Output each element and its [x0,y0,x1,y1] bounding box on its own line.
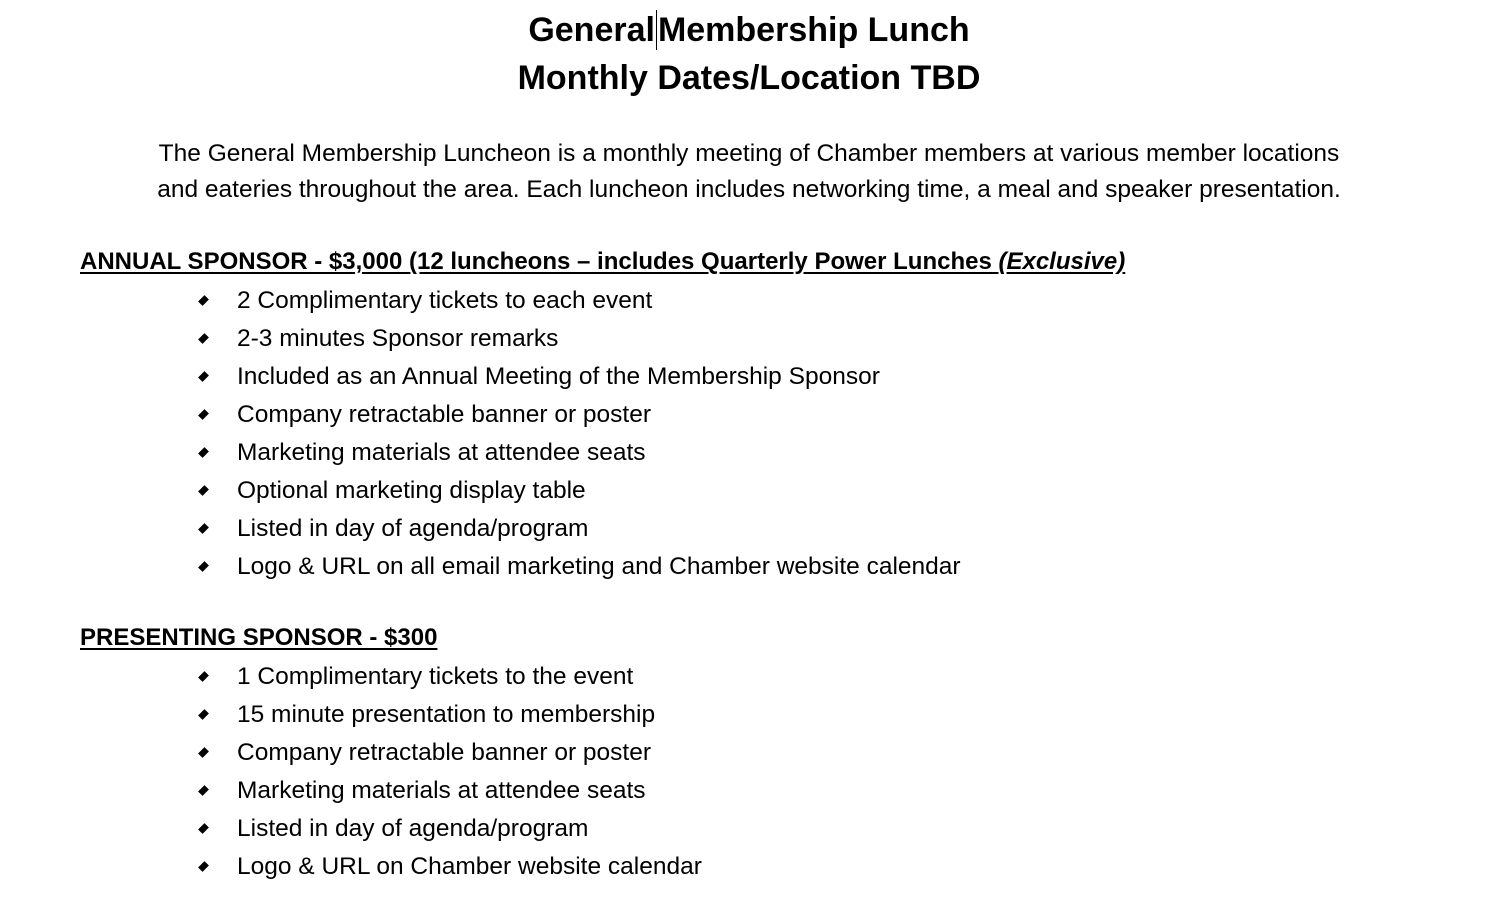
list-item-text: Marketing materials at attendee seats [237,777,646,804]
title-part-2: Membership Lunch [657,11,970,49]
list-item-text: Included as an Annual Meeting of the Membership Sponsor [237,363,880,390]
list-item-text: Logo & URL on Chamber website calendar [237,853,702,880]
diamond-bullet-icon [197,294,210,307]
document-title [0,10,1498,50]
diamond-bullet-icon [197,708,210,721]
intro-line-1: The General Membership Luncheon is a monthly meeting of Chamber members at various member locations [158,140,1340,167]
list-item-text: Listed in day of agenda/program [237,515,589,542]
diamond-bullet-icon [197,822,210,835]
list-item-text: Logo & URL on all email marketing and Chamber website calendar [237,553,961,580]
diamond-bullet-icon [197,670,210,683]
annual-sponsor-heading [80,247,1125,277]
diamond-bullet-icon [197,784,210,797]
diamond-bullet-icon [197,332,210,345]
title-part-1: General [528,11,655,49]
list-item-text: 15 minute presentation to membership [237,701,656,728]
list-item-text: 2-3 minutes Sponsor remarks [237,325,559,352]
list-item-text: Company retractable banner or poster [237,401,651,428]
presenting-sponsor-heading: PRESENTING SPONSOR - $300 [80,624,438,651]
diamond-bullet-icon [197,522,210,535]
list-item-text: 2 Complimentary tickets to each event [237,287,653,314]
list-item-text: 1 Complimentary tickets to the event [237,663,634,690]
list-item-text: Listed in day of agenda/program [237,815,589,842]
diamond-bullet-icon [197,560,210,573]
diamond-bullet-icon [197,446,210,459]
list-item-text: Company retractable banner or poster [237,739,651,766]
text-cursor [656,10,657,50]
list-item-text: Optional marketing display table [237,477,586,504]
list-item-text: Marketing materials at attendee seats [237,439,646,466]
diamond-bullet-icon [197,746,210,759]
diamond-bullet-icon [197,860,210,873]
diamond-bullet-icon [197,484,210,497]
annual-heading-text: ANNUAL SPONSOR - $3,000 (12 luncheons – includes Quarterly Power Lunches [80,248,999,275]
intro-line-2: and eateries throughout the area. Each luncheon includes networking time, a meal and speaker presentation. [157,176,1341,203]
diamond-bullet-icon [197,370,210,383]
diamond-bullet-icon [197,408,210,421]
document-subtitle: Monthly Dates/Location TBD [517,59,981,97]
annual-heading-exclusive: (Exclusive) [998,248,1126,275]
